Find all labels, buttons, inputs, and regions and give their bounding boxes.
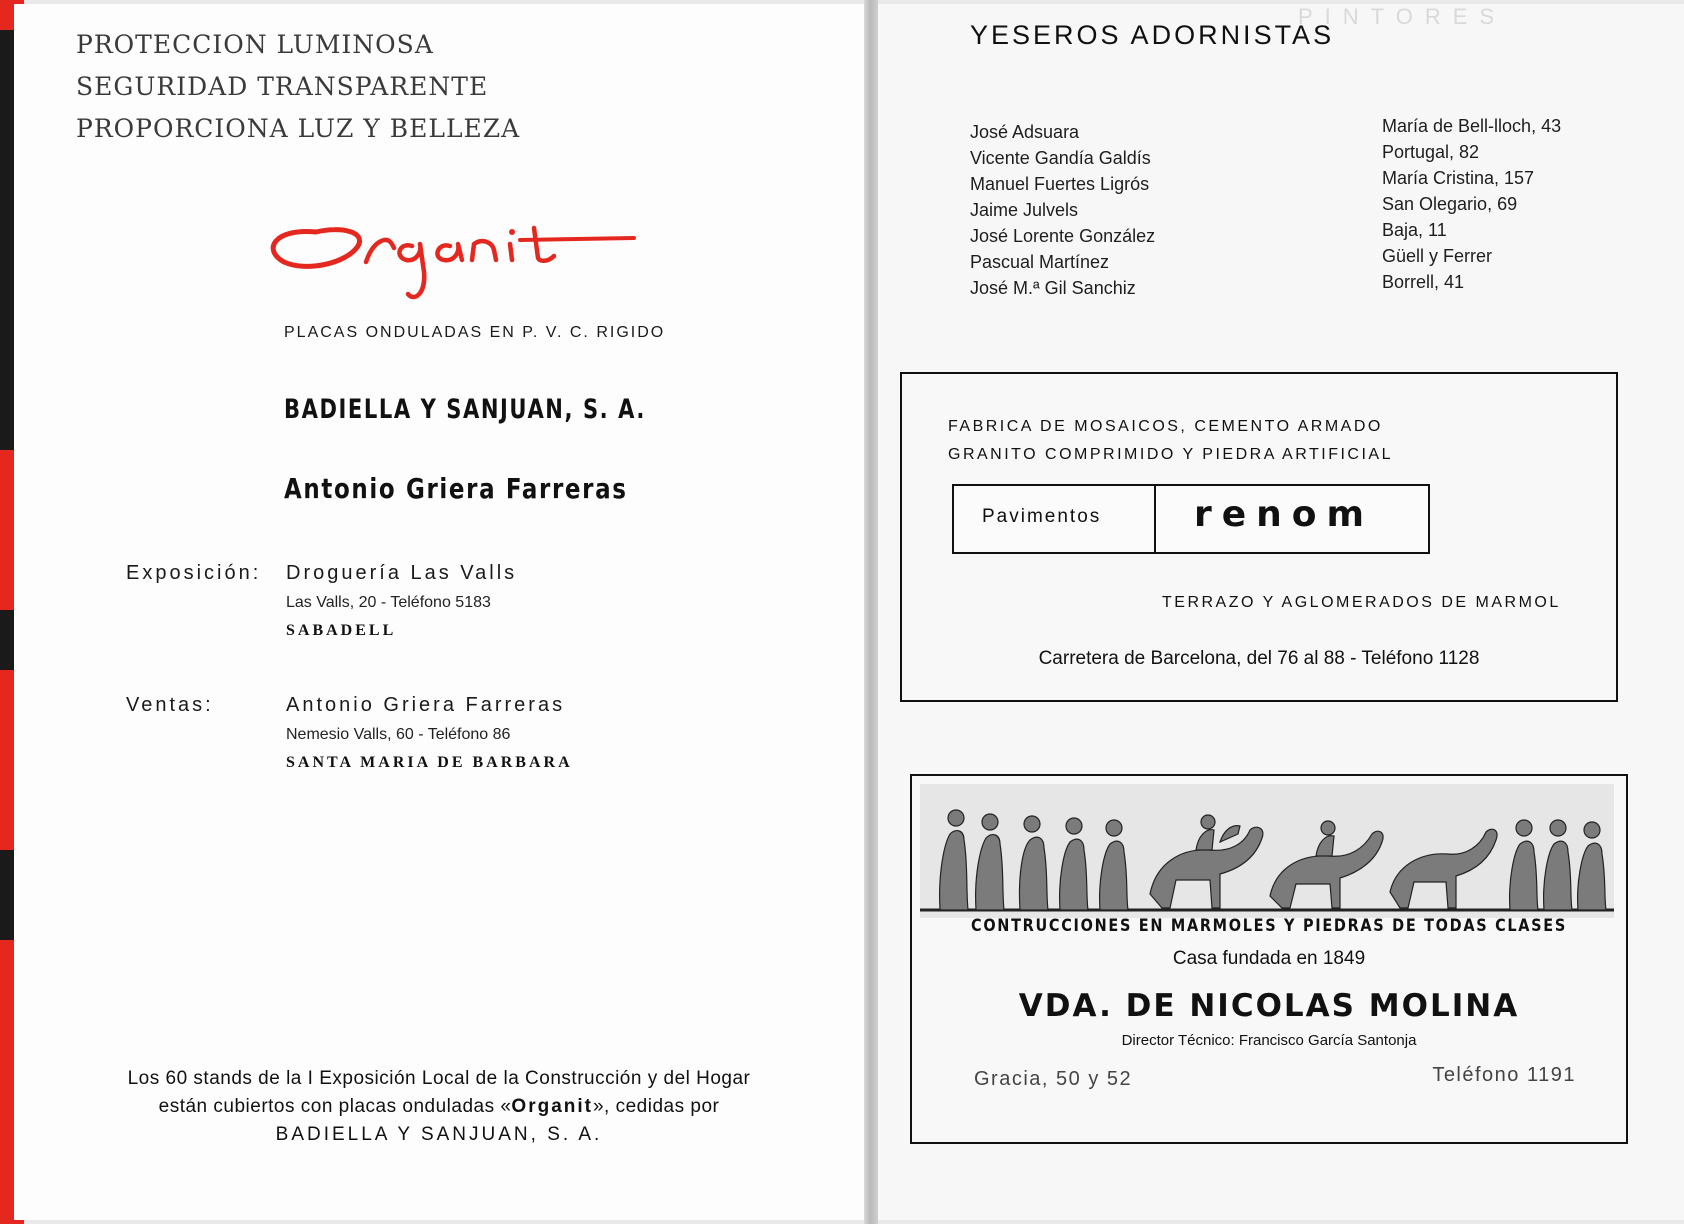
ventas-label: Ventas: — [126, 694, 214, 716]
yesero-name: José Adsuara — [970, 122, 1080, 142]
terrazo-line: TERRAZO Y AGLOMERADOS DE MARMOL — [1162, 594, 1561, 611]
note-line-1: Los 60 stands de la I Exposición Local de la Construcción y del Hogar — [127, 1068, 751, 1089]
molina-company-name: VDA. DE NICOLAS MOLINA — [1018, 988, 1520, 1024]
ventas-address: Nemesio Valls, 60 - Teléfono 86 — [286, 726, 511, 743]
yesero-address: María de Bell-lloch, 43 — [1382, 116, 1562, 136]
molina-founded: Casa fundada en 1849 — [1172, 948, 1366, 969]
molina-ad — [910, 774, 1628, 1144]
ventas-city: SANTA MARIA DE BARBARA — [286, 754, 573, 771]
pavimentos-label: Pavimentos — [982, 506, 1102, 527]
yesero-name: Manuel Fuertes Ligrós — [970, 174, 1150, 194]
renom-ad — [900, 372, 1618, 702]
renom-ad-line1: FABRICA DE MOSAICOS, CEMENTO ARMADO — [948, 418, 1383, 435]
organit-logo — [254, 202, 694, 322]
molina-street: Gracia, 50 y 52 — [974, 1068, 1133, 1090]
slogan-line: SEGURIDAD TRANSPARENTE — [76, 72, 489, 101]
yesero-address: San Olegario, 69 — [1382, 194, 1518, 214]
molina-phone: Teléfono 1191 — [1432, 1064, 1576, 1086]
yesero-address: María Cristina, 157 — [1382, 168, 1535, 188]
yesero-address: Baja, 11 — [1382, 220, 1447, 240]
yesero-name: José Lorente González — [970, 226, 1156, 246]
yesero-address: Portugal, 82 — [1382, 142, 1480, 162]
yesero-name: Pascual Martínez — [970, 252, 1110, 272]
molina-services: CONTRUCCIONES EN MARMOLES Y PIEDRAS DE TODAS CLASES — [971, 916, 1567, 936]
renom-ad-line2: GRANITO COMPRIMIDO Y PIEDRA ARTIFICIAL — [948, 446, 1393, 463]
right-page — [878, 4, 1684, 1220]
renom-brand-box — [952, 484, 1430, 554]
left-page — [14, 4, 864, 1220]
yesero-name: Jaime Julvels — [970, 200, 1079, 220]
note-line-2-post: », cedidas por — [592, 1096, 720, 1117]
exposicion-label: Exposición: — [126, 562, 262, 584]
renom-address: Carretera de Barcelona, del 76 al 88 - Teléfono 1128 — [1038, 648, 1480, 669]
agent-name: Antonio Griera Farreras — [284, 472, 628, 505]
yesero-name: Vicente Gandía Galdís — [970, 148, 1151, 168]
note-brand: Organit — [511, 1096, 593, 1117]
exposicion-address: Las Valls, 20 - Teléfono 5183 — [286, 594, 491, 611]
renom-brand: renom — [1194, 494, 1375, 535]
exposicion-name: Droguería Las Valls — [286, 562, 518, 584]
slogan-line: PROPORCIONA LUZ Y BELLEZA — [76, 114, 521, 143]
note-line-2 — [14, 1096, 864, 1118]
ventas-name: Antonio Griera Farreras — [286, 694, 566, 716]
slogan-line: PROTECCION LUMINOSA — [76, 30, 434, 59]
bleed-through-heading: PINTORES — [1298, 4, 1507, 29]
classical-frieze-image — [920, 784, 1614, 918]
exposicion-city: SABADELL — [286, 622, 397, 639]
yesero-address: Borrell, 41 — [1382, 272, 1465, 292]
product-line: PLACAS ONDULADAS EN P. V. C. RIGIDO — [284, 324, 666, 341]
yesero-name: José M.ª Gil Sanchiz — [970, 278, 1136, 298]
yesero-address: Güell y Ferrer — [1382, 246, 1493, 266]
page-gutter — [864, 0, 878, 1224]
section-heading: YESEROS ADORNISTAS — [970, 20, 1335, 50]
renom-divider — [1154, 486, 1156, 552]
note-line-2-pre: están cubiertos con placas onduladas « — [158, 1096, 512, 1117]
note-line-3: BADIELLA Y SANJUAN, S. A. — [275, 1124, 603, 1145]
company-name: BADIELLA Y SANJUAN, S. A. — [284, 394, 646, 425]
molina-director: Director Técnico: Francisco García Santonja — [1121, 1032, 1417, 1049]
